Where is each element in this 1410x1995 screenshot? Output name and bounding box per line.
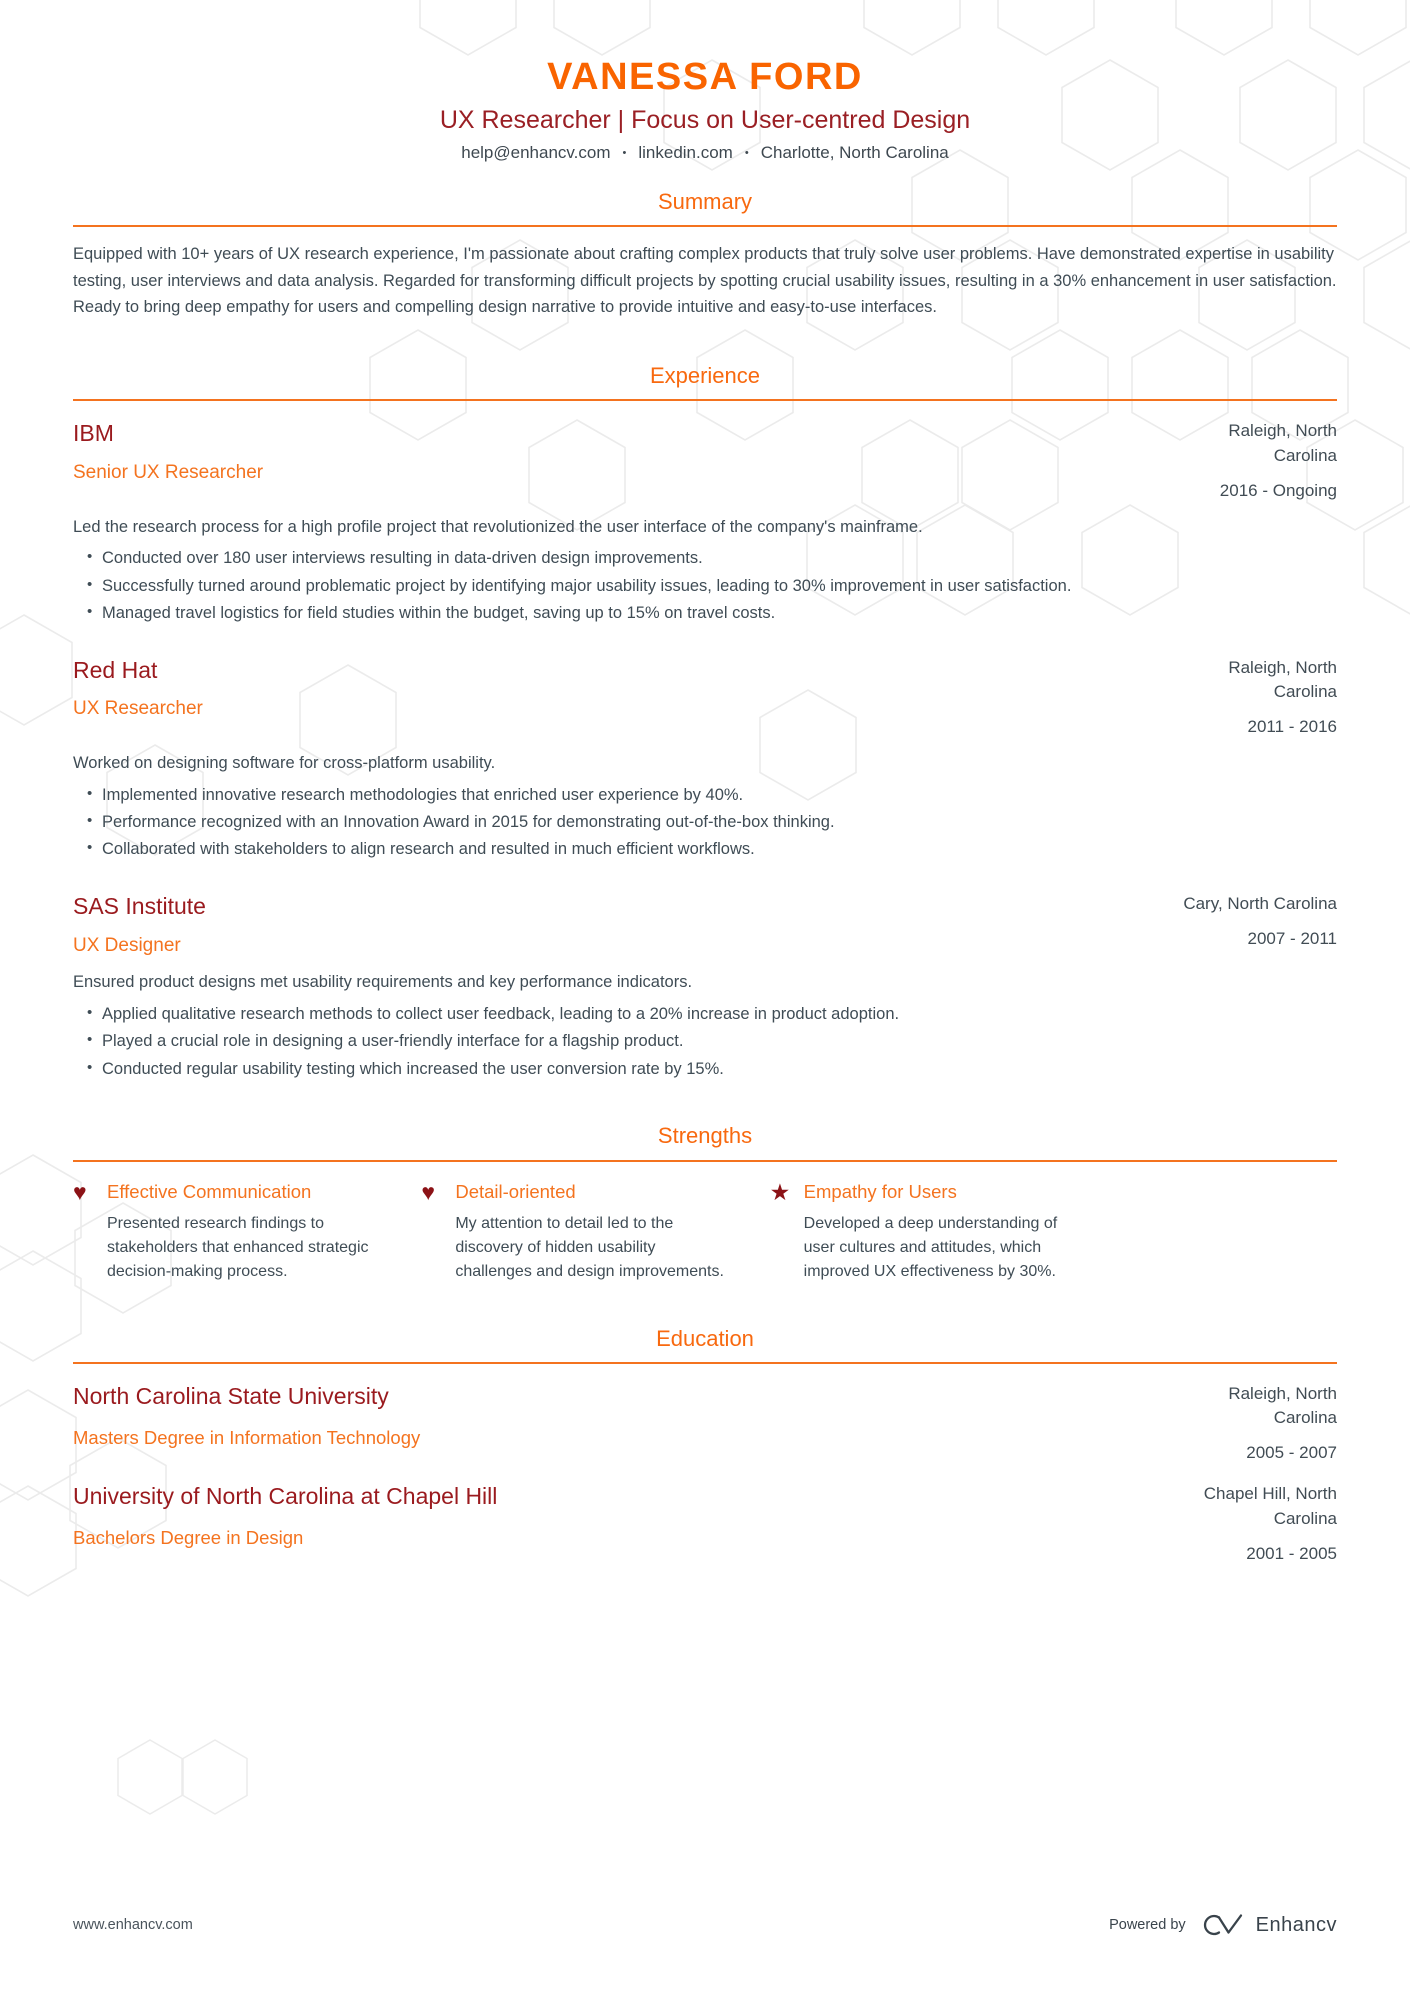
education-entry <box>73 1482 1337 1564</box>
job-bullet: • Played a crucial role in designing a user-friendly interface for a flagship product. <box>87 1030 1337 1053</box>
school-dates: 2005 - 2007 <box>1246 1443 1337 1463</box>
section-summary <box>73 189 1337 322</box>
powered-by-group <box>1109 1912 1337 1938</box>
section-divider <box>73 1160 1337 1162</box>
strength-title: Effective Communication <box>107 1180 312 1202</box>
job-description: Worked on designing software for cross-platform usability. <box>73 754 496 772</box>
heart-icon: ♥ <box>421 1178 435 1205</box>
strength-title: Detail-oriented <box>455 1180 576 1202</box>
job-bullet: • Applied qualitative research methods to collect user feedback, leading to a 20% increase in product adoption. <box>87 1003 1337 1026</box>
school-location: Raleigh, North Carolina <box>1228 1384 1337 1428</box>
strength-title: Empathy for Users <box>803 1180 957 1202</box>
job-location: Raleigh, North Carolina <box>1228 657 1337 701</box>
company-name: SAS Institute <box>73 892 206 919</box>
section-heading-summary: Summary <box>657 188 753 214</box>
strength-item <box>770 1180 1078 1284</box>
strengths-grid <box>73 1180 1078 1284</box>
section-divider <box>73 225 1337 227</box>
section-heading-strengths: Strengths <box>657 1123 753 1149</box>
strength-item <box>73 1180 381 1284</box>
job-title: Senior UX Researcher <box>73 462 264 484</box>
degree-title: Bachelors Degree in Design <box>73 1527 304 1549</box>
job-title: UX Researcher <box>73 698 203 720</box>
job-bullet: • Managed travel logistics for field studies within the budget, saving up to 15% on travel costs. <box>87 602 1337 625</box>
job-bullet-list <box>73 547 1337 625</box>
contact-separator: • <box>622 146 627 159</box>
section-experience <box>73 363 1337 1081</box>
experience-entry <box>73 892 1337 1081</box>
education-entry <box>73 1382 1337 1464</box>
job-description: Led the research process for a high profile project that revolutionized the user interface of the company's mainframe. <box>73 517 923 536</box>
footer-website: www.enhancv.com <box>73 1917 193 1933</box>
strength-text: Presented research findings to stakeholders that enhanced strategic decision-making process. <box>107 1214 369 1280</box>
candidate-title: UX Researcher | Focus on User-centred Design <box>439 105 971 134</box>
section-divider <box>73 399 1337 401</box>
job-bullet: • Implemented innovative research methodologies that enriched user experience by 40%. <box>87 784 1337 807</box>
school-location: Chapel Hill, North Carolina <box>1203 1484 1337 1528</box>
job-bullet: • Performance recognized with an Innovation Award in 2015 for demonstrating out-of-the-box thinking. <box>87 811 1337 834</box>
experience-entry <box>73 656 1337 862</box>
school-dates: 2001 - 2005 <box>1246 1543 1337 1563</box>
section-strengths <box>73 1123 1337 1284</box>
job-title: UX Designer <box>73 934 181 956</box>
job-description: Ensured product designs met usability requirements and key performance indicators. <box>73 973 693 992</box>
job-bullet: • Collaborated with stakeholders to align research and resulted in much efficient workflows. <box>87 838 1337 861</box>
job-bullet: • Successfully turned around problematic project by identifying major usability issues, leading to 30% improvement in user satisfaction. <box>87 575 1337 598</box>
section-heading-education: Education <box>656 1325 754 1351</box>
job-dates: 2011 - 2016 <box>1247 716 1337 736</box>
contact-linkedin: linkedin.com <box>638 142 733 162</box>
enhancv-logo-icon <box>1198 1912 1244 1938</box>
contact-location: Charlotte, North Carolina <box>760 142 949 162</box>
school-name: University of North Carolina at Chapel Hill <box>73 1483 498 1510</box>
summary-text: Equipped with 10+ years of UX research experience, I'm passionate about crafting complex products that truly solve user problems. Have demonstrated expertise in usability testing, user interviews and data analysis. Regarded for transforming difficult projects by spotting crucial usability issues, resulting in a 30% enhancement in user satisfaction. Ready to bring deep empathy for users and compelling design narrative to provide intuitive and easy-to-use interfaces. <box>73 244 1337 317</box>
strength-text: My attention to detail led to the discovery of hidden usability challenges and design improvements. <box>455 1214 724 1280</box>
job-dates: 2016 - Ongoing <box>1219 480 1337 500</box>
star-icon: ★ <box>769 1178 791 1205</box>
job-location: Cary, North Carolina <box>1183 893 1337 913</box>
contact-separator: • <box>744 146 749 159</box>
job-bullet: • Conducted over 180 user interviews resulting in data-driven design improvements. <box>87 547 1337 570</box>
enhancv-brand: Enhancv <box>1255 1913 1337 1936</box>
strength-item <box>421 1180 729 1284</box>
job-bullet-list <box>73 1003 1337 1081</box>
header <box>73 0 1337 163</box>
heart-icon: ♥ <box>73 1178 87 1205</box>
strength-text: Developed a deep understanding of user cultures and attitudes, which improved UX effectiveness by 30%. <box>803 1214 1058 1280</box>
section-heading-experience: Experience <box>649 363 761 389</box>
job-bullet: • Conducted regular usability testing which increased the user conversion rate by 15%. <box>87 1058 1337 1081</box>
footer <box>73 1912 1337 1938</box>
section-divider <box>73 1362 1337 1364</box>
experience-entry <box>73 419 1337 625</box>
job-location: Raleigh, North Carolina <box>1228 421 1337 465</box>
contact-row <box>73 143 1337 163</box>
company-name: IBM <box>73 420 114 447</box>
powered-by-label: Powered by <box>1109 1917 1186 1933</box>
company-name: Red Hat <box>73 656 158 683</box>
contact-email: help@enhancv.com <box>461 142 611 162</box>
school-name: North Carolina State University <box>73 1383 389 1410</box>
job-dates: 2007 - 2011 <box>1247 928 1337 948</box>
candidate-name: VANESSA FORD <box>547 56 863 98</box>
degree-title: Masters Degree in Information Technology <box>73 1426 421 1448</box>
job-bullet-list <box>73 784 1337 862</box>
section-education <box>73 1326 1337 1565</box>
